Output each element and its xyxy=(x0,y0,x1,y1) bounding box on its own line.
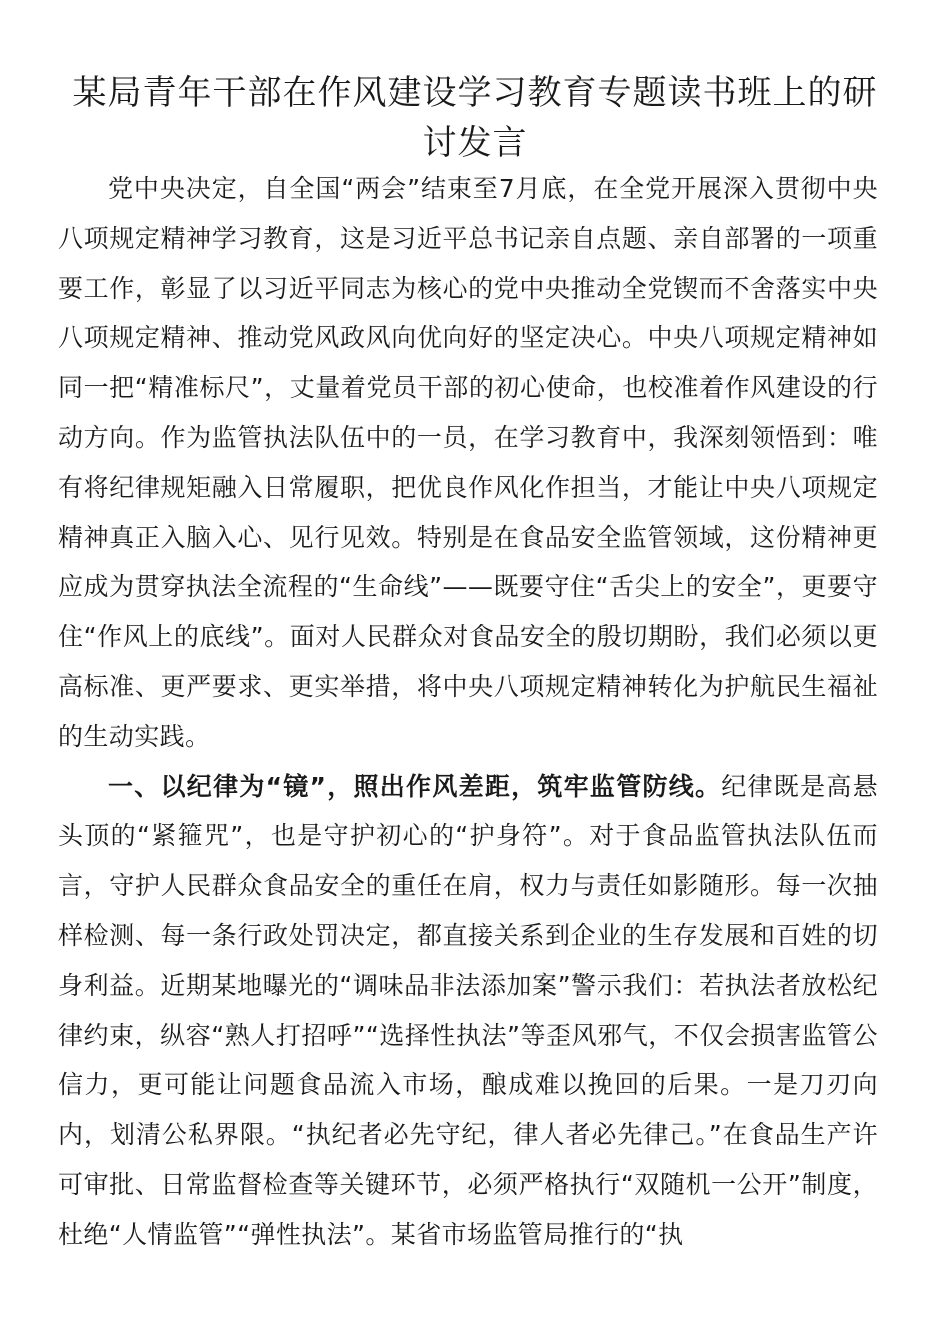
paragraph-section-one xyxy=(58,762,878,1260)
section-one-text: 纪律既是高悬头顶的“紧箍咒”，也是守护初心的“护身符”。对于食品监管执法队伍而言，守护人民群众食品安全的重任在肩，权力与责任如影随形。每一次抽样检测、每一条行政处罚决定，都直接关系到企业的生存发展和百姓的切身利益。近期某地曝光的“调味品非法添加案”警示我们：若执法者放松纪律约束，纵容“熟人打招呼”“选择性执法”等歪风邪气，不仅会损害监管公信力，更可能让问题食品流入市场，酿成难以挽回的后果。一是刀刃向内，划清公私界限。“执纪者必先守纪，律人者必先律己。”在食品生产许可审批、日常监督检查等关键环节，必须严格执行“双随机一公开”制度，杜绝“人情监管”“弹性执法”。某省市场监管局推行的“执 xyxy=(58,771,878,1249)
section-one-heading: 一、以纪律为“镜”，照出作风差距，筑牢监管防线。 xyxy=(108,771,722,801)
paragraph-intro-text: 党中央决定，自全国“两会”结束至7月底，在全党开展深入贯彻中央八项规定精神学习教育，这是习近平总书记亲自点题、亲自部署的一项重要工作，彰显了以习近平同志为核心的党中央推动全党锲而不舍落实中央八项规定精神、推动党风政风向优向好的坚定决心。中央八项规定精神如同一把“精准标尺”，丈量着党员干部的初心使命，也校准着作风建设的行动方向。作为监管执法队伍中的一员，在学习教育中，我深刻领悟到：唯有将纪律规矩融入日常履职，把优良作风化作担当，才能让中央八项规定精神真正入脑入心、见行见效。特别是在食品安全监管领域，这份精神更应成为贯穿执法全流程的“生命线”——既要守住“舌尖上的安全”，更要守住“作风上的底线”。面对人民群众对食品安全的殷切期盼，我们必须以更高标准、更严要求、更实举措，将中央八项规定精神转化为护航民生福祉的生动实践。 xyxy=(58,174,878,751)
document-body xyxy=(58,164,878,1260)
document-title: 某局青年干部在作风建设学习教育专题读书班上的研讨发言 xyxy=(72,73,878,163)
paragraph-intro xyxy=(58,164,878,762)
